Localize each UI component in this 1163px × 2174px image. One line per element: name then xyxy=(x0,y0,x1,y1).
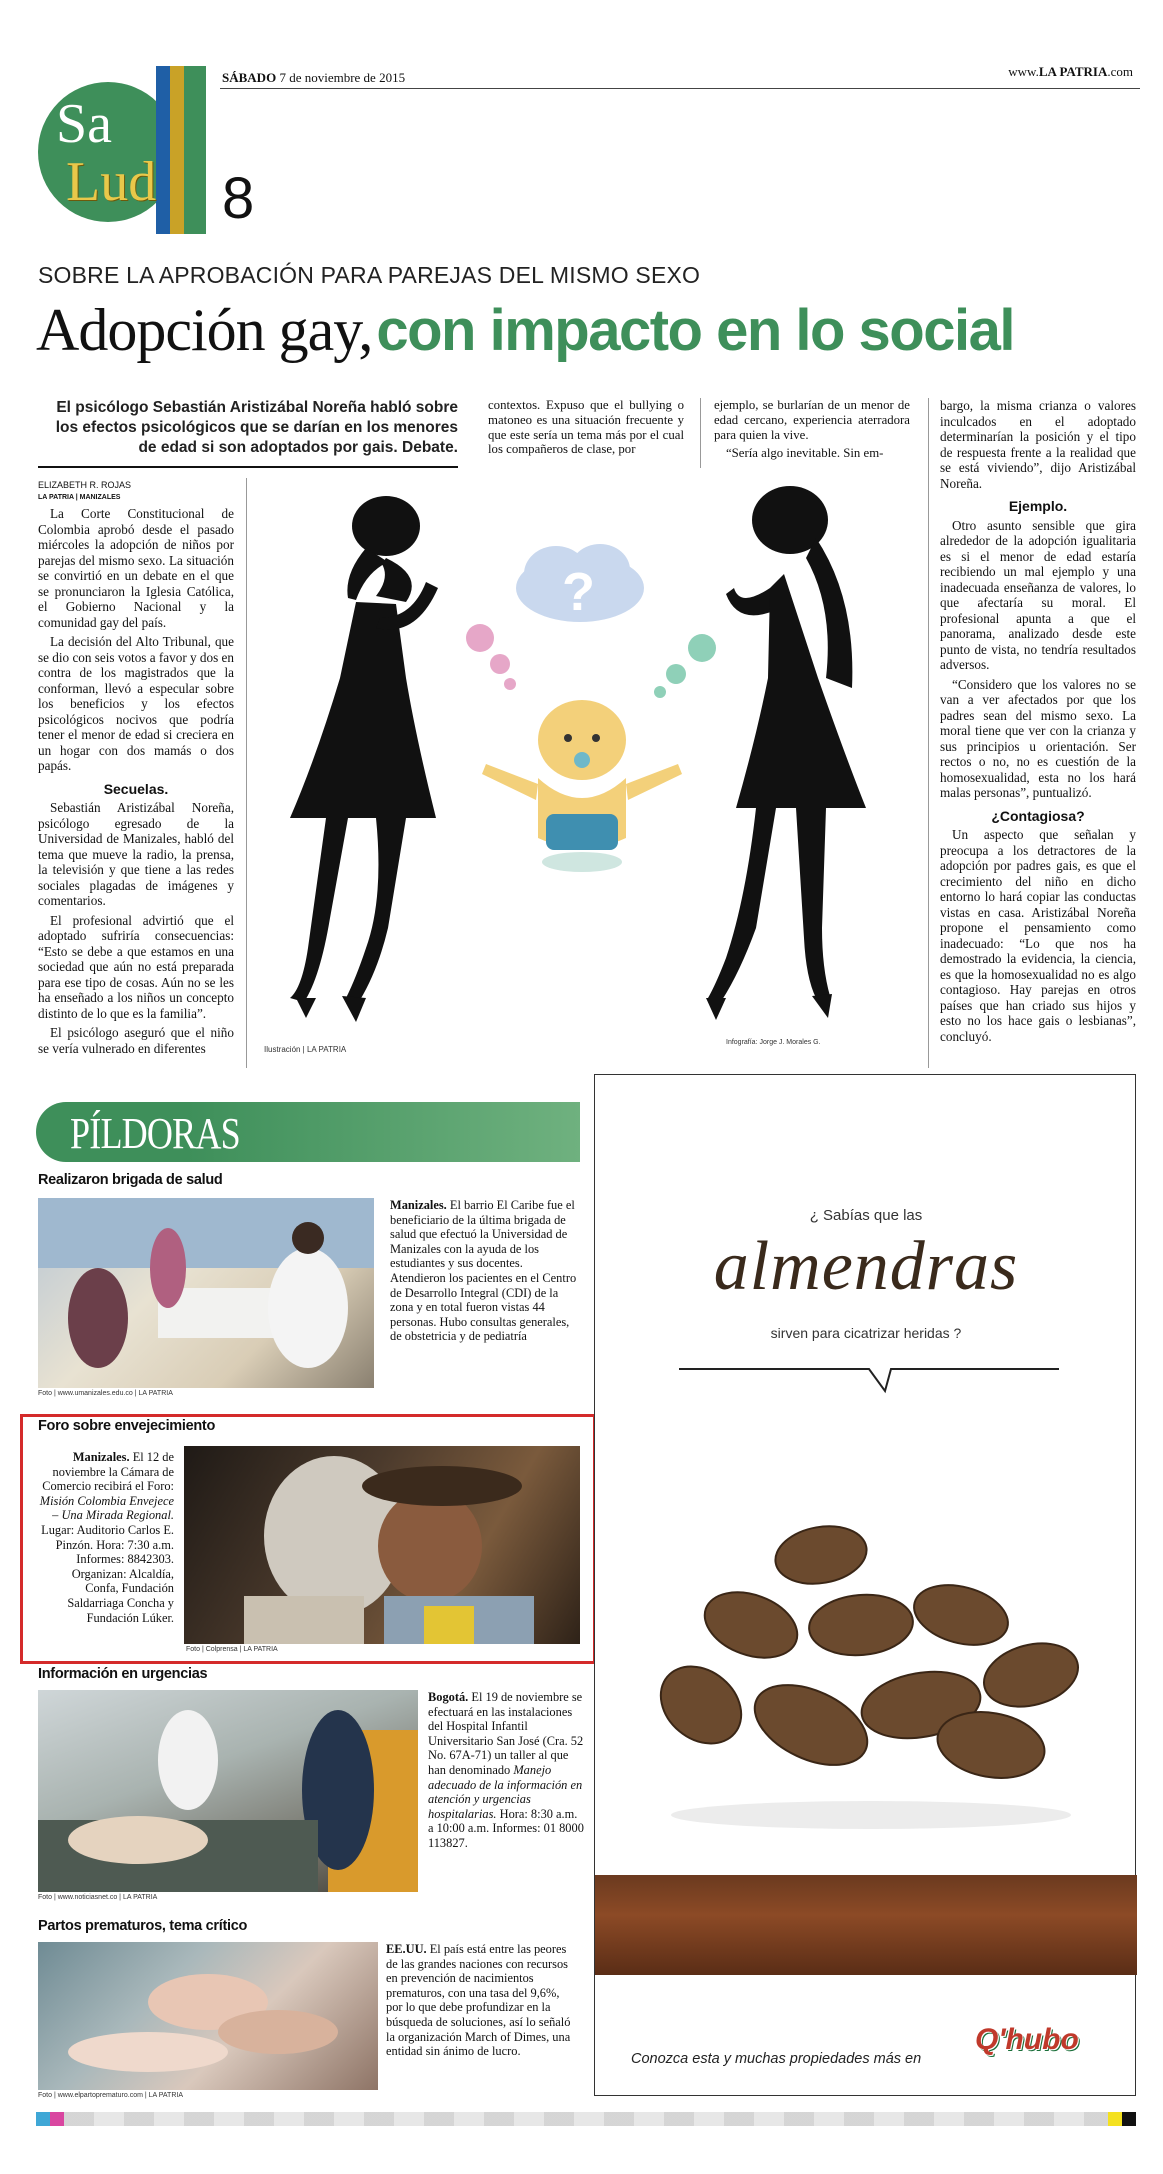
illustration-credit: Ilustración | LA PATRIA xyxy=(264,1045,347,1054)
col1-p4: El profesional advirtió que el adoptado sufriría consecuencias: “Esto se debe a que estamos en una sociedad que aún no está preparada para ese tipo de cosas. Aún no se les ha enseñado a los niños un concepto distinto de lo que es la familia”. xyxy=(38,912,234,1021)
ad-question: ¿ Sabías que las xyxy=(809,1207,923,1224)
pildora-4-place: EE.UU. xyxy=(386,1942,427,1956)
date-line xyxy=(222,70,405,86)
pildora-4-body: El país está entre las peores de las grandes naciones con recursos en prevención de nacimientos prematuros, con una tasa del 9,6%, por lo que debe profundizar en la búsqueda de soluciones, así lo señaló la organización March of Dimes, una entidad sin ánimo de lucro. xyxy=(386,1942,571,2059)
pildora-2-body-b: Lugar: Auditorio Carlos E. Pinzón. Hora: 7:30 a.m. Informes: 8842303. Organizan: Alcaldía, Confa, Fundación Saldarriaga Concha y Fundación Lúker. xyxy=(41,1522,174,1625)
illustration-svg xyxy=(256,478,920,1058)
col1-p3: Sebastián Aristizábal Noreña, psicólogo egresado de la Universidad de Manizales, habló del tema que mueve la radio, la prensa, la televisión y que tiene a las redes sociales plagadas de imágenes y comentarios. xyxy=(38,800,234,908)
website-prefix: www. xyxy=(1008,64,1039,79)
pildora-3-credit: Foto | www.noticiasnet.co | LA PATRIA xyxy=(38,1894,158,1901)
logo-text-sa: Sa xyxy=(56,93,112,155)
speech-bubble-line xyxy=(679,1365,1059,1395)
question-cloud xyxy=(516,544,644,622)
pildora-2-body-a: El 12 de noviembre la Cámara de Comercio recibirá el Foro: xyxy=(42,1450,174,1494)
pildora-1-text xyxy=(390,1198,580,1344)
kicker: SOBRE LA APROBACIÓN PARA PAREJAS DEL MISMO SEXO xyxy=(38,262,701,288)
pildora-3-place: Bogotá. xyxy=(428,1690,469,1704)
lead-paragraph: El psicólogo Sebastián Aristizábal Noreña habló sobre los efectos psicológicos que se darían en los menores de edad si son adoptados por gais. Debate. xyxy=(55,399,458,456)
byline-name: ELIZABETH R. ROJAS xyxy=(38,480,132,490)
pildoras-banner xyxy=(36,1102,580,1162)
pildora-1-place: Manizales. xyxy=(390,1198,447,1212)
main-illustration xyxy=(256,478,920,1058)
ad-product: almendras xyxy=(713,1228,1019,1305)
svg-text:?: ? xyxy=(562,562,595,622)
article-col-1 xyxy=(38,506,234,1060)
qhubo-logo: Q'hubo xyxy=(975,2023,1079,2056)
byline-outlet: LA PATRIA | MANIZALES xyxy=(38,494,121,501)
col3-p2: “Sería algo inevitable. Sin em- xyxy=(726,446,884,461)
pildora-3-body-a: El 19 de noviembre se efectuará en las instalaciones del Hospital Infantil Universitario San José (Cra. 52 No. 67A-71) un taller al que han denominado xyxy=(428,1690,584,1777)
col1-p5: El psicólogo aseguró que el niño se vería vulnerado en diferentes xyxy=(38,1025,234,1056)
pildora-1-credit: Foto | www.umanizales.edu.co | LA PATRIA xyxy=(38,1390,173,1397)
headline xyxy=(36,296,1136,365)
pildora-3-photo xyxy=(38,1690,418,1892)
pildora-3-text xyxy=(428,1690,584,1851)
left-woman-silhouette xyxy=(290,496,438,1022)
col4-p3: “Considero que los valores no se van a ver afectados por que los padres sean del mismo sexo. La moral tiene que ver con la crianza y sus principios u orientación. Ser rectos o no, no es cuestión de la homosexualidad, esta no los hará malas personas”, puntualizó. xyxy=(940,676,1136,800)
pildoras-title: PÍLDORAS xyxy=(70,1109,240,1158)
col-divider xyxy=(246,478,247,1068)
pildora-3-body-b: Hora: 8:30 a.m. a 10:00 a.m. Informes: 01 8000 113827. xyxy=(428,1806,584,1850)
website-brand: LA PATRIA xyxy=(1038,64,1108,79)
baby-illustration xyxy=(482,700,682,872)
col-divider-3 xyxy=(928,398,929,1068)
brigade-photo-scene xyxy=(38,1198,374,1388)
pildora-4-head: Partos prematuros, tema crítico xyxy=(38,1918,248,1934)
pildora-1-photo xyxy=(38,1198,374,1388)
ad-band xyxy=(595,1875,1137,1975)
col1-p1: La Corte Constitucional de Colombia aprobó desde el pasado miércoles la adopción de niños por parejas del mismo sexo. La situación se convirtió en un debate en el que se pronunciaron la Iglesia Católica, el Gobierno Nacional y la comunidad gay del país. xyxy=(38,506,234,630)
subhead-ejemplo: Ejemplo. xyxy=(1008,498,1068,514)
pildora-4-credit: Foto | www.elpartoprematuro.com | LA PATRIA xyxy=(38,2092,183,2099)
website-suffix: .com xyxy=(1107,64,1133,79)
pildora-3-head: Información en urgencias xyxy=(38,1666,208,1682)
lead-rule xyxy=(38,466,458,468)
pildora-4-text xyxy=(386,1942,578,2059)
col1-p2: La decisión del Alto Tribunal, que se dio con seis votos a favor y dos en contra de los magistrados que la conforman, llevó a especular sobre los beneficios y los efectos psicológicos nocivos que podría tener el menor de edad si creciera en un hogar con dos mamás o dos papás. xyxy=(38,634,234,773)
pildora-1-head: Realizaron brigada de salud xyxy=(38,1172,223,1188)
ad-subtitle: sirven para cicatrizar heridas ? xyxy=(770,1325,962,1341)
col4-p4: Un aspecto que señalan y preocupa a los detractores de la adopción por padres gais, es que el crecimiento del niño en dicho entorno lo hará copiar las conductas vistas en casa. Aristizábal Noreña propone el pensamiento como inadecuado: “Lo que nos ha demostrado la evidencia, la ciencia, es que la homosexualidad no es algo contagioso. Hay parejas en otros países que han criado sus hijos y esto no los hace gais o lesbianas”, concluyó. xyxy=(940,827,1136,1044)
emergency-room-scene xyxy=(38,1690,418,1892)
pildora-2-credit: Foto | Colprensa | LA PATRIA xyxy=(186,1646,278,1653)
pildora-2-photo xyxy=(184,1446,580,1644)
pildora-1-body: El barrio El Caribe fue el beneficiario de la última brigada de salud que efectuó la Universidad de Manizales con la ayuda de los estudiantes y sus docentes. Atendieron los pacientes en el Centro de Desarrollo Integral (CDI) de la zona y en total fueron vistas 44 personas. Hubo consultas generales, de obstetricia y de pediatría xyxy=(390,1198,577,1344)
col3-p1: ejemplo, se burlarían de un menor de edad cercano, experiencia aterradora para quien la vive. xyxy=(714,398,910,442)
section-logo xyxy=(38,66,206,234)
article-col-3 xyxy=(714,398,910,465)
subhead-secuelas: Secuelas. xyxy=(103,780,169,797)
logo-text-lud: Lud xyxy=(66,151,157,213)
date-day: SÁBADO xyxy=(222,70,277,85)
almendras-ad xyxy=(594,1074,1136,2096)
infographic-credit: Infografía: Jorge J. Morales G. xyxy=(726,1039,821,1046)
date-text: 7 de noviembre de 2015 xyxy=(279,70,406,85)
registration-bar xyxy=(36,2112,1136,2126)
article-col-2: contextos. Expuso que el bullying o matoneo es una situación frecuente y que este sería un tema más por el cual los compañeros de clase, por xyxy=(488,398,684,457)
pildora-2-place: Manizales. xyxy=(72,1450,130,1464)
col-divider-2 xyxy=(700,398,701,468)
pildora-4-photo xyxy=(38,1942,378,2090)
headline-part2: con impacto en lo social xyxy=(376,298,1014,363)
article-col-4 xyxy=(940,398,1136,1048)
page-number: 8 xyxy=(222,166,255,231)
col4-p2: Otro asunto sensible que gira alrededor de la adopción igualitaria es si el menor de edad estaría recibiendo un mal ejemplo y una inadecuada enseñanza de valores, lo que afectaría su moral. El profesional apunta a que el panorama, analizado desde este punto de vista, no tendría resultados adversos. xyxy=(940,517,1136,672)
pildora-2-head: Foro sobre envejecimiento xyxy=(38,1418,216,1434)
premature-baby-scene xyxy=(38,1942,378,2090)
right-woman-silhouette xyxy=(706,486,866,1020)
thought-bubbles xyxy=(466,624,716,698)
pildora-2-body-italic: Misión Colombia Envejece – Una Mirada Regional. xyxy=(39,1493,174,1523)
headline-part1: Adopción gay, xyxy=(36,297,373,363)
header-rule xyxy=(220,88,1140,89)
website xyxy=(1008,64,1133,80)
elderly-couple-scene xyxy=(184,1446,580,1644)
col4-p1: bargo, la misma crianza o valores inculcados en el adoptado determinarían la posición y el tipo de respuesta frente a la realidad que se está viviendo”, dijo Aristizábal Noreña. xyxy=(940,398,1136,491)
pildora-3-body-italic: Manejo adecuado de la información en atención y urgencias hospitalarias. xyxy=(428,1762,583,1821)
pildora-2-text xyxy=(38,1450,174,1625)
subhead-contagiosa: ¿Contagiosa? xyxy=(991,807,1085,824)
ad-footer-text: Conozca esta y muchas propiedades más en xyxy=(631,2051,922,2067)
almonds-illustration xyxy=(631,1475,1111,1855)
